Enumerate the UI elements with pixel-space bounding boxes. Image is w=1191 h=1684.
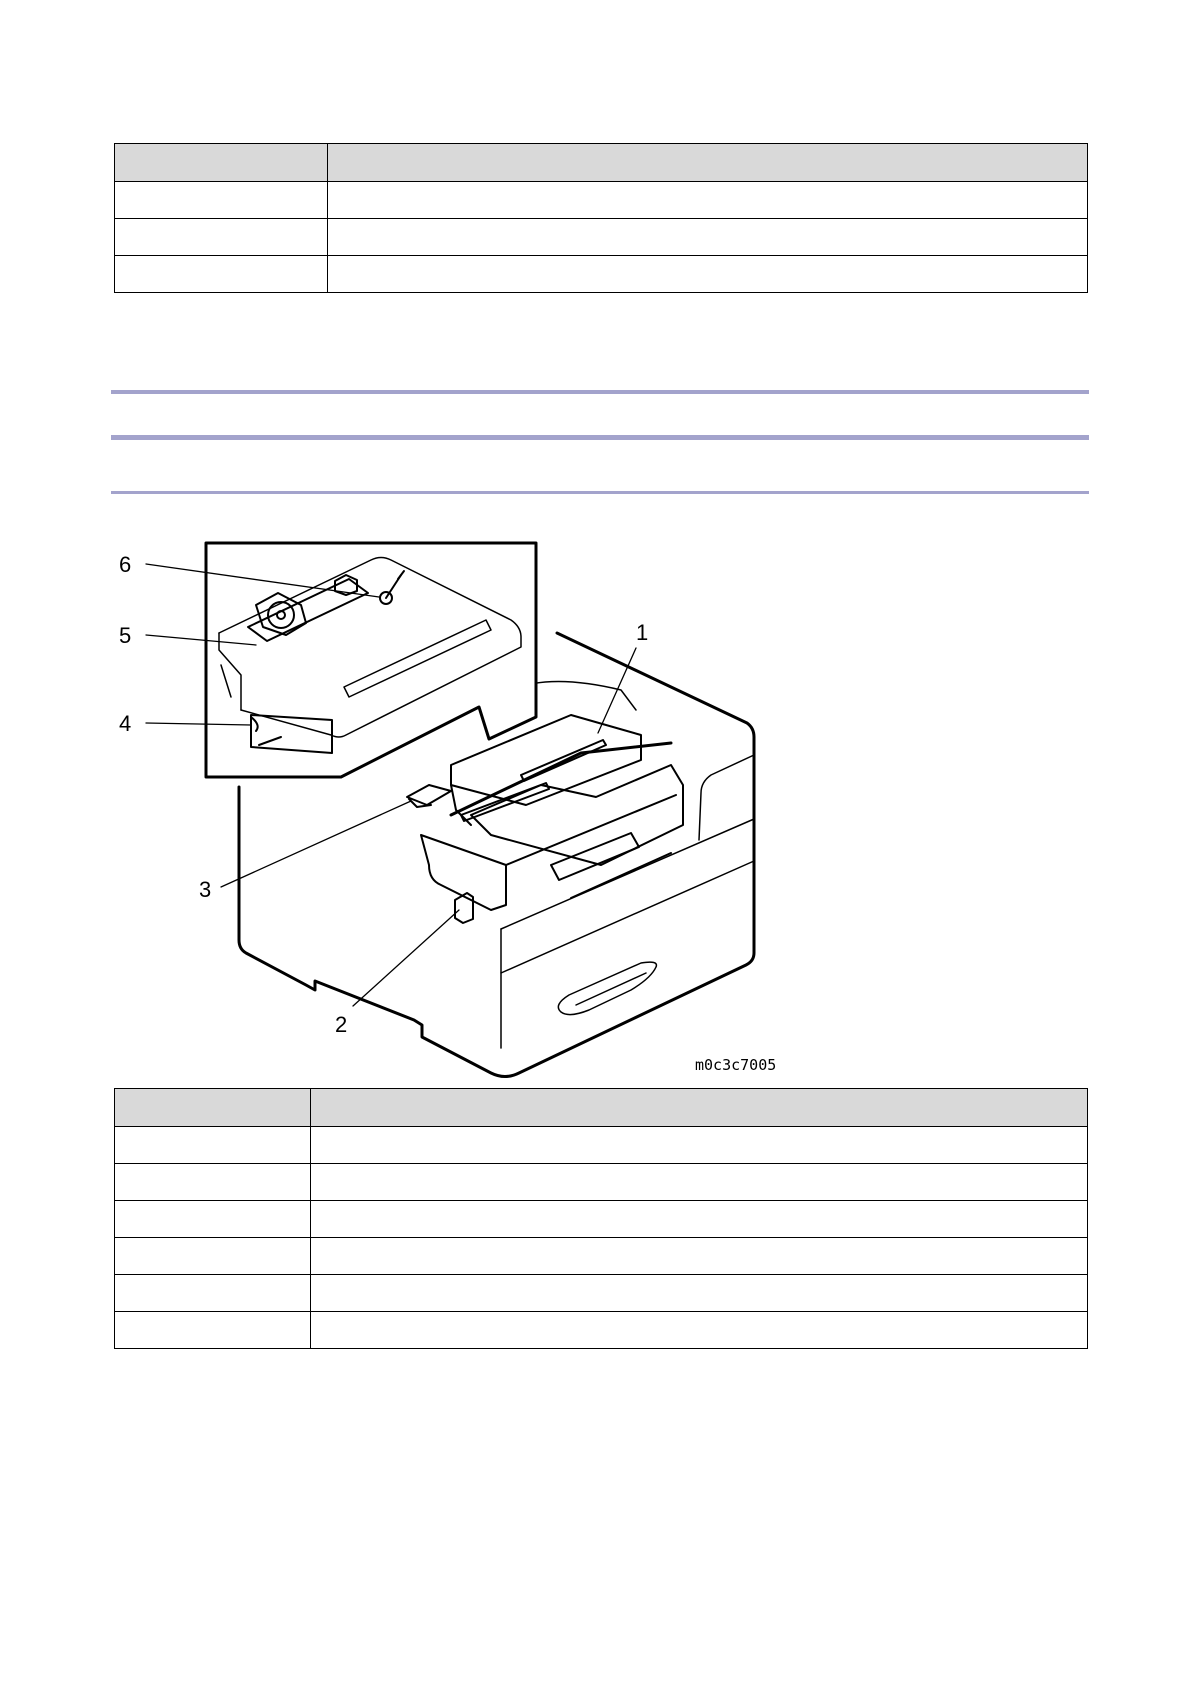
- table-cell: [311, 1201, 1088, 1238]
- table-row: [115, 1164, 1088, 1201]
- table-top: [114, 143, 1088, 293]
- table-cell: [115, 1201, 311, 1238]
- table-cell: [115, 256, 328, 293]
- table-cell: [115, 1127, 311, 1164]
- table-header-cell: [328, 144, 1088, 182]
- table-cell: [328, 182, 1088, 219]
- callout-2: 2: [335, 1012, 348, 1037]
- table-header-cell: [115, 1089, 311, 1127]
- table-cell: [311, 1164, 1088, 1201]
- table-row: [115, 182, 1088, 219]
- table-cell: [328, 219, 1088, 256]
- table-cell: [311, 1127, 1088, 1164]
- table-row: [115, 1238, 1088, 1275]
- table-cell: [115, 1164, 311, 1201]
- table-row: [115, 256, 1088, 293]
- section-rule: [111, 491, 1089, 494]
- table-cell: [115, 182, 328, 219]
- callout-3: 3: [199, 877, 212, 902]
- table-header-row: [115, 144, 1088, 182]
- callout-6: 6: [119, 552, 132, 577]
- table-row: [115, 1127, 1088, 1164]
- table-cell: [115, 1312, 311, 1349]
- table-header-cell: [115, 144, 328, 182]
- printer-body-details: [501, 682, 754, 1049]
- inset-frame: [206, 543, 536, 777]
- figure-id: m0c3c7005: [695, 1056, 777, 1074]
- table-cell: [328, 256, 1088, 293]
- table-cell: [311, 1312, 1088, 1349]
- table-row: [115, 219, 1088, 256]
- table-row: [115, 1201, 1088, 1238]
- callout-1: 1: [636, 620, 649, 645]
- table-cell: [115, 1238, 311, 1275]
- section-rule: [111, 435, 1089, 440]
- table-row: [115, 1275, 1088, 1312]
- cartridge-unit: [421, 715, 683, 910]
- table-header-cell: [311, 1089, 1088, 1127]
- table-cell: [311, 1238, 1088, 1275]
- table-row: [115, 1312, 1088, 1349]
- table-cell: [311, 1275, 1088, 1312]
- printer-parts-diagram: [111, 535, 791, 1080]
- part-3: [407, 785, 451, 807]
- table-cell: [115, 219, 328, 256]
- table-header-row: [115, 1089, 1088, 1127]
- section-rule: [111, 390, 1089, 394]
- table-bottom: [114, 1088, 1088, 1349]
- table-cell: [115, 1275, 311, 1312]
- callout-5: 5: [119, 623, 132, 648]
- callout-4: 4: [119, 711, 132, 736]
